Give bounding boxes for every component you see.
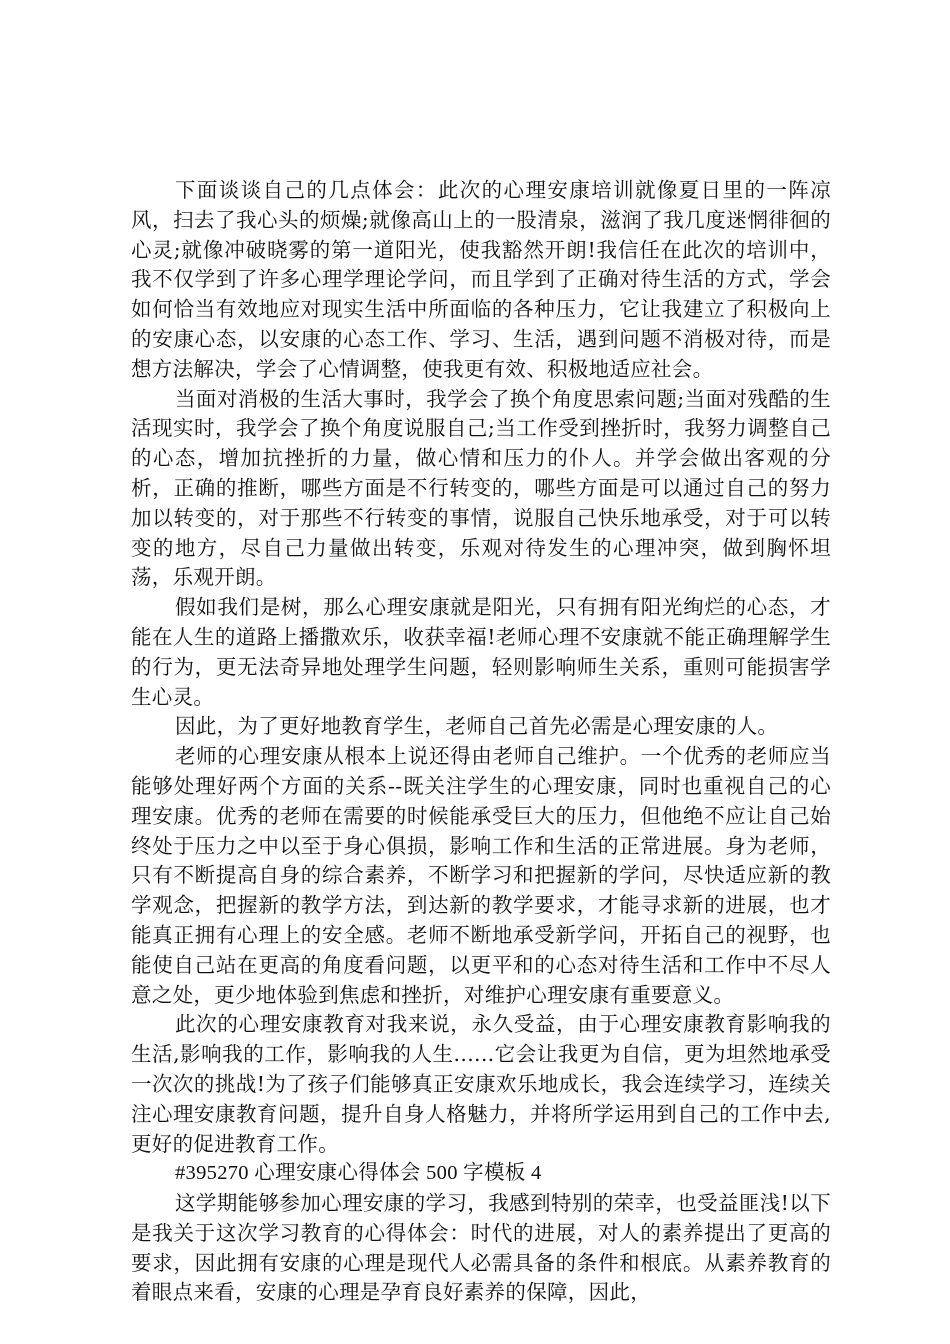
paragraph-1: 下面谈谈自己的几点体会：此次的心理安康培训就像夏日里的一阵凉风，扫去了我心头的烦燥;就像高山上的一股清泉，滋润了我几度迷惘徘徊的心灵;就像冲破晓雾的第一道阳光，使我豁然开朗!我信任在此次的培训中，我不仅学到了许多心理学理论学问，而且学到了正确对待生活的方式，学会如何恰当有效地应对现实生活中所面临的各种压力，它让我建立了积极向上的安康心态，以安康的心态工作、学习、生活，遇到问题不消极对待，而是想方法解决，学会了心情调整，使我更有效、积极地适应社会。 (131, 178, 831, 381)
paragraph-4: 因此，为了更好地教育学生，老师自己首先必需是心理安康的人。 (175, 714, 779, 739)
paragraph-6: 此次的心理安康教育对我来说，永久受益，由于心理安康教育影响我的生活,影响我的工作，影响我的人生......它会让我更为自信，更为坦然地承受一次次的挑战!为了孩子们能够真正安康欢乐地成长，我会连续学习，连续关注心理安康教育问题，提升自身人格魅力，并将所学运用到自己的工作中去,更好的促进教育工作。 (131, 1012, 831, 1156)
paragraph-7: 这学期能够参加心理安康的学习，我感到特别的荣幸，也受益匪浅!以下是我关于这次学习教育的心得体会：时代的进展，对人的素养提出了更高的要求，因此拥有安康的心理是现代人必需具备的条件和根底。从素养教育的着眼点来看，安康的心理是孕育良好素养的保障，因此， (131, 1191, 831, 1305)
paragraph-2: 当面对消极的生活大事时，我学会了换个角度思索问题;当面对残酷的生活现实时，我学会了换个角度说服自己;当工作受到挫折时，我努力调整自己的心态，增加抗挫折的力量，做心情和压力的仆人。并学会做出客观的分析，正确的推断，哪些方面是不行转变的，哪些方面是可以通过自己的努力加以转变的，对于那些不行转变的事情，说服自己快乐地承受，对于可以转变的地方，尽自己力量做出转变，乐观对待发生的心理冲突，做到胸怀坦荡，乐观开朗。 (131, 386, 831, 590)
section-heading: #395270 心理安康心得体会 500 字模板 4 (175, 1162, 542, 1185)
paragraph-3: 假如我们是树，那么心理安康就是阳光，只有拥有阳光绚烂的心态，才能在人生的道路上播撒欢乐，收获幸福!老师心理不安康就不能正确理解学生的行为，更无法奇异地处理学生问题，轻则影响师生关系，重则可能损害学生心灵。 (131, 595, 831, 709)
paragraph-5: 老师的心理安康从根本上说还得由老师自己维护。一个优秀的老师应当能够处理好两个方面的关系--既关注学生的心理安康，同时也重视自己的心理安康。优秀的老师在需要的时候能承受巨大的压力，但他绝不应让自己始终处于压力之中以至于身心俱损，影响工作和生活的正常进展。身为老师，只有不断提高自身的综合素养，不断学习和把握新的学问，尽快适应新的教学观念，把握新的教学方法，到达新的教学要求，才能寻求新的进展，也才能真正拥有心理上的安全感。老师不断地承受新学问，开拓自己的视野，也能使自己站在更高的角度看问题，以更平和的心态对待生活和工作中不尽人意之处，更少地体验到焦虑和挫折，对维护心理安康有重要意义。 (131, 744, 831, 1007)
document-body (131, 176, 831, 1308)
